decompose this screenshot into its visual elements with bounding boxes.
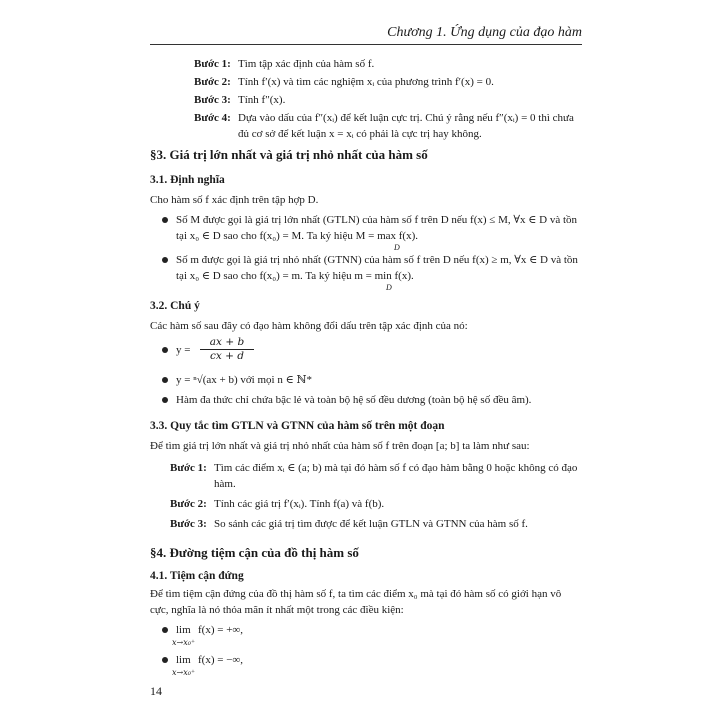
subsection-3-2-intro: Các hàm số sau đây có đạo hàm không đổi dấu trên tập xác định của nó: [150,320,468,332]
bullet-icon [162,397,168,403]
bullet-icon [162,347,168,353]
fraction-denominator: cx + d [210,350,244,362]
step-text: Tính f″(x). [238,94,286,106]
bullet-icon [162,377,168,383]
limit-subscript: x→x₀⁺ [172,668,196,677]
bullet-icon [162,217,168,223]
list-item [162,336,582,366]
section-4-title: §4. Đường tiệm cận của đồ thị hàm số [150,545,359,560]
definition-min: Số m được gọi là giá trị nhỏ nhất (GTNN) của hàm số f trên D nếu f(x) ≥ m, ∀x ∈ D và tồn tại x₀ ∈ D sao cho f(x₀) = m. Ta ký hiệu m = min f(x). [176,254,578,282]
step-label: Bước 2: [170,498,207,510]
root-function: y = ⁿ√(ax + b) với mọi n ∈ ℕ* [176,374,313,386]
max-subscript: D [394,243,400,252]
subsection-4-1-intro: Để tìm tiệm cận đứng của đồ thị hàm số f, ta tìm các điểm x₀ mà tại đó hàm số có giới hạn vô cực, nghĩa là nó thỏa mãn ít nhất một trong các điều kiện: [150,588,562,616]
fraction-numerator: ax + b [200,336,254,350]
chapter-header: Chương 1. Ứng dụng của đạo hàm [150,24,582,45]
page-number: 14 [150,684,162,698]
min-subscript: D [386,283,392,292]
bullet-icon [162,657,168,663]
step-text: So sánh các giá trị tìm được để kết luận GTLN và GTNN của hàm số f. [214,518,528,530]
subsection-3-2-title: 3.2. Chú ý [150,300,200,312]
limit-operator: lim [176,624,191,636]
list-item [162,652,582,680]
step-label: Bước 1: [170,462,207,474]
subsection-3-3-intro: Để tìm giá trị lớn nhất và giá trị nhỏ nhất của hàm số f trên đoạn [a; b] ta làm như sau: [150,440,530,452]
list-item [162,622,582,650]
extrema-step-2 [194,74,584,90]
polynomial-note: Hàm đa thức chỉ chứa bậc lẻ và toàn bộ hệ số đều dương (toàn bộ hệ số đều âm). [176,394,532,406]
subsection-3-1-title: 3.1. Định nghĩa [150,174,225,186]
bullet-icon [162,257,168,263]
subsection-3-1-intro: Cho hàm số f xác định trên tập hợp D. [150,194,319,206]
subsection-3-3-title: 3.3. Quy tắc tìm GTLN và GTNN của hàm số trên một đoạn [150,420,445,432]
fraction-prefix: y = [176,344,191,356]
step-text: Tìm tập xác định của hàm số f. [238,58,375,70]
definition-max: Số M được gọi là giá trị lớn nhất (GTLN) của hàm số f trên D nếu f(x) ≤ M, ∀x ∈ D và tồn tại x₀ ∈ D sao cho f(x₀) = M. Ta ký hiệu M = max f(x). [176,214,578,242]
extrema-step-1 [194,56,584,72]
section-3-title: §3. Giá trị lớn nhất và giá trị nhỏ nhất của hàm số [150,147,428,162]
extrema-step-4 [194,110,584,140]
step-text: Dựa vào dấu của f″(xᵢ) để kết luận cực trị. Chú ý rằng nếu f″(xᵢ) = 0 thì chưa đủ cơ sở để kết luận x = xᵢ có phải là cực trị hay không. [238,112,574,140]
extrema-step-3 [194,92,584,108]
limit-subscript: x→x₀⁺ [172,638,196,647]
step-label: Bước 4: [194,112,231,124]
step-text: Tính f′(x) và tìm các nghiệm xᵢ của phương trình f′(x) = 0. [238,76,494,88]
step-label: Bước 3: [194,94,231,106]
step-label: Bước 2: [194,76,231,88]
step-text: Tính các giá trị f′(xᵢ). Tính f(a) và f(b). [214,498,385,510]
step-label: Bước 3: [170,518,207,530]
step-text: Tìm các điểm xᵢ ∈ (a; b) mà tại đó hàm số f có đạo hàm bằng 0 hoặc không có đạo hàm. [214,462,578,490]
limit-expression: f(x) = +∞, [198,624,243,636]
limit-expression: f(x) = −∞, [198,654,243,666]
bullet-icon [162,627,168,633]
limit-operator: lim [176,654,191,666]
step-label: Bước 1: [194,58,231,70]
subsection-4-1-title: 4.1. Tiệm cận đứng [150,570,244,582]
